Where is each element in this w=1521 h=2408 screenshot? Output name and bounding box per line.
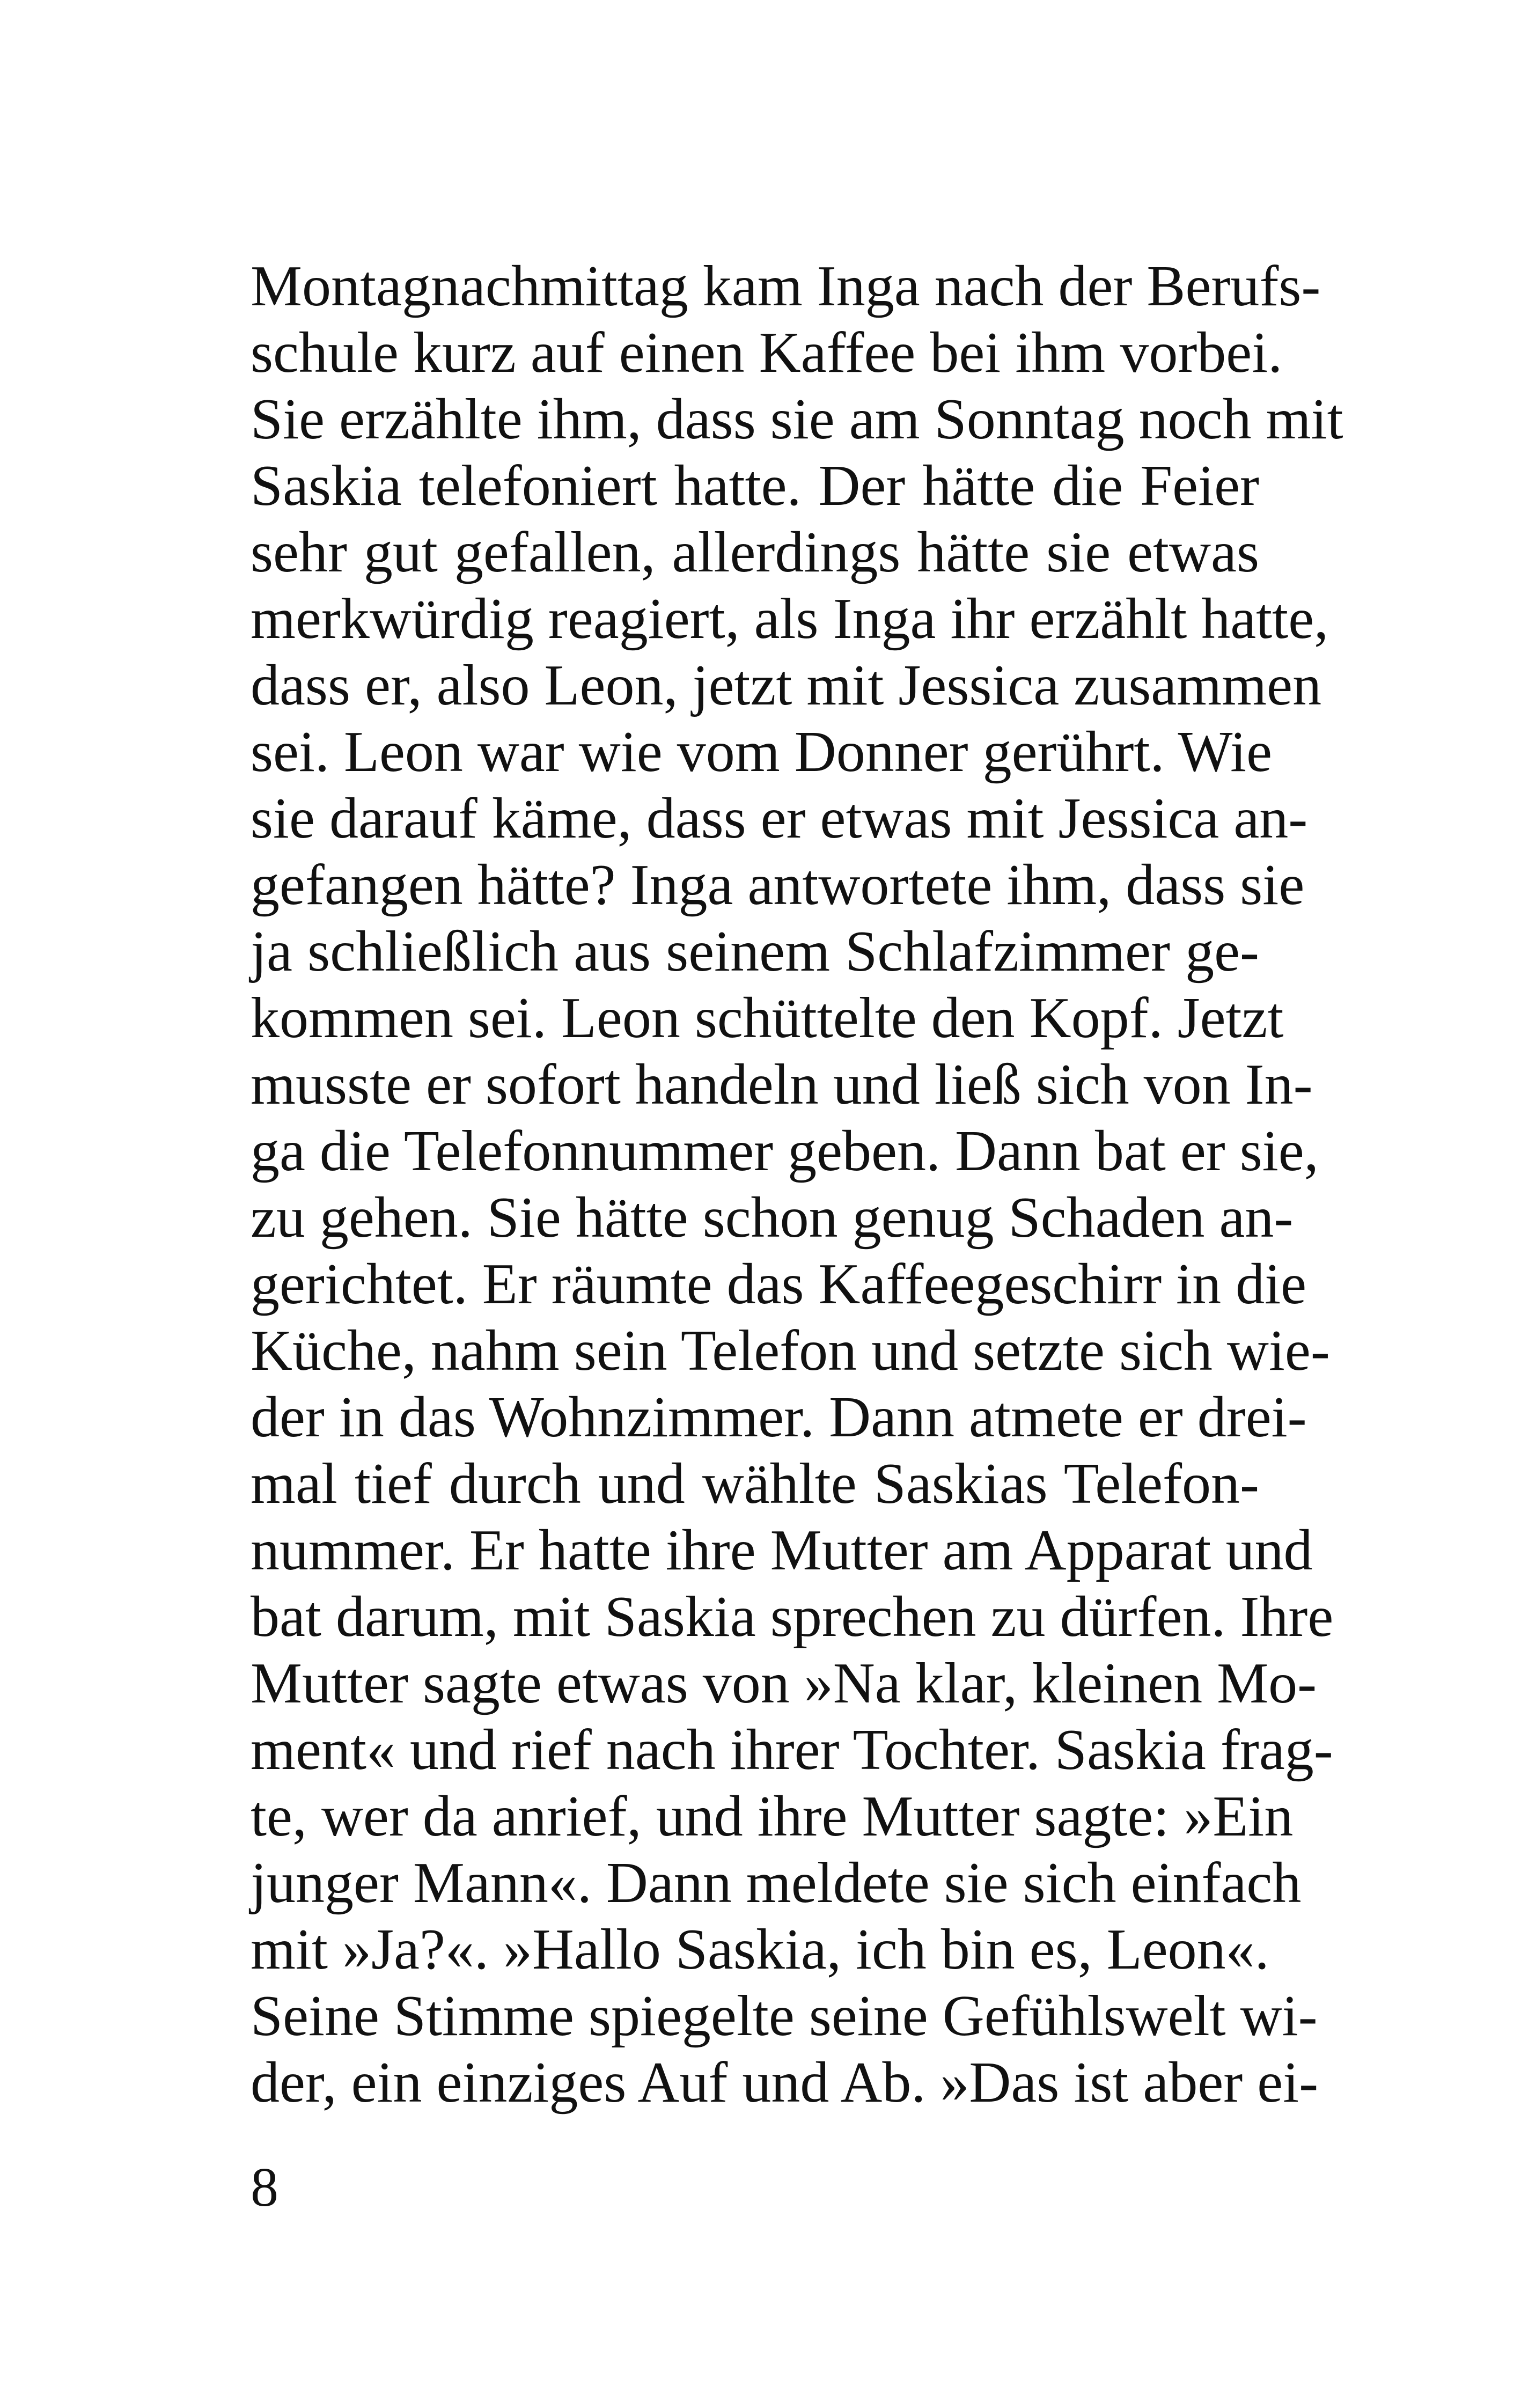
text-line: kommen sei. Leon schüttelte den Kopf. Jetzt: [251, 986, 1284, 1050]
text-line: zu gehen. Sie hätte schon genug Schaden an-: [251, 1186, 1294, 1250]
text-line: te, wer da anrief, und ihre Mutter sagte: »Ein: [251, 1785, 1294, 1848]
text-line: bat darum, mit Saskia sprechen zu dürfen. Ihre: [251, 1585, 1334, 1649]
text-line: sehr gut gefallen, allerdings hätte sie etwas: [251, 520, 1259, 584]
text-line: nummer. Er hatte ihre Mutter am Apparat und: [251, 1518, 1313, 1582]
text-line: ga die Telefonnummer geben. Dann bat er sie,: [251, 1119, 1319, 1183]
text-line: Saskia telefoniert hatte. Der hätte die Feier: [251, 454, 1259, 518]
page-number: 8: [251, 2156, 278, 2218]
body-text: [251, 253, 1343, 2116]
text-line: der in das Wohnzimmer. Dann atmete er drei-: [251, 1385, 1307, 1449]
text-line: sie darauf käme, dass er etwas mit Jessica an-: [251, 787, 1308, 850]
text-line: mit »Ja?«. »Hallo Saskia, ich bin es, Leon«.: [251, 1918, 1269, 1981]
text-line: gefangen hätte? Inga antwortete ihm, dass sie: [251, 853, 1305, 917]
text-line: sei. Leon war wie vom Donner gerührt. Wie: [251, 720, 1273, 784]
text-line: Seine Stimme spiegelte seine Gefühlswelt wi-: [251, 1984, 1318, 2048]
text-line: schule kurz auf einen Kaffee bei ihm vorbei.: [251, 321, 1283, 385]
text-line: ja schließlich aus seinem Schlafzimmer ge-: [251, 920, 1259, 983]
text-line: Sie erzählte ihm, dass sie am Sonntag noch mit: [251, 387, 1343, 451]
text-line: ment« und rief nach ihrer Tochter. Saskia frag-: [251, 1718, 1333, 1782]
text-line: mal tief durch und wählte Saskias Telefon-: [251, 1452, 1259, 1516]
text-line: dass er, also Leon, jetzt mit Jessica zusammen: [251, 654, 1322, 717]
text-line: junger Mann«. Dann meldete sie sich einfach: [251, 1851, 1302, 1915]
text-line: musste er sofort handeln und ließ sich von In-: [251, 1053, 1313, 1117]
text-line: Küche, nahm sein Telefon und setzte sich wie-: [251, 1319, 1330, 1383]
text-line: Montagnachmittag kam Inga nach der Berufs-: [251, 254, 1321, 318]
text-line: der, ein einziges Auf und Ab. »Das ist aber ei-: [251, 2051, 1319, 2115]
text-line: merkwürdig reagiert, als Inga ihr erzählt hatte,: [251, 587, 1329, 651]
text-line: gerichtet. Er räumte das Kaffeegeschirr in die: [251, 1252, 1307, 1316]
text-line: Mutter sagte etwas von »Na klar, kleinen Mo-: [251, 1651, 1317, 1715]
